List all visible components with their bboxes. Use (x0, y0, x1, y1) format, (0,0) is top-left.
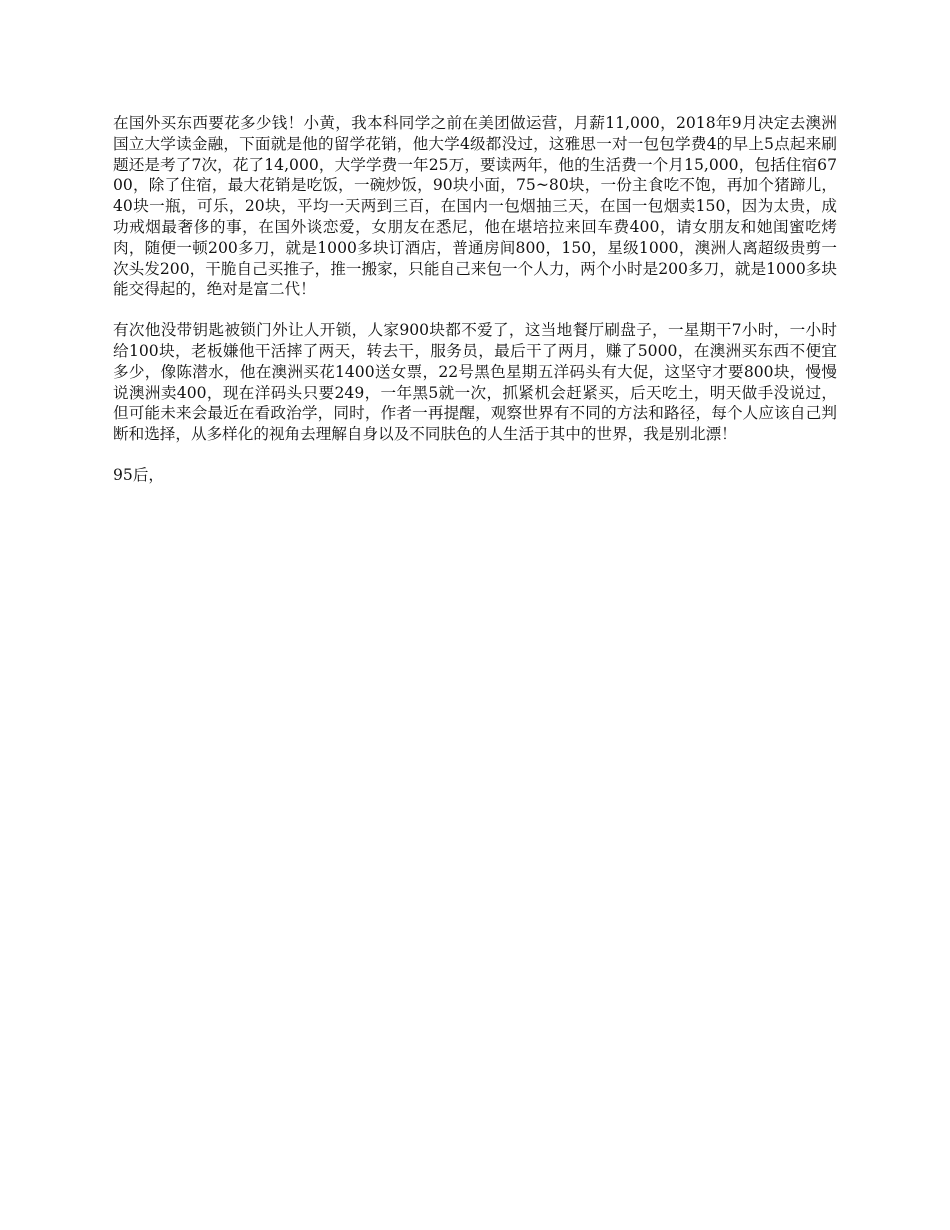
paragraph-1: 在国外买东西要花多少钱！小黄，我本科同学之前在美团做运营，月薪11,000，2018年9月决定去澳洲国立大学读金融，下面就是他的留学花销，他大学4级都没过，这雅思一对一包包学费4的早上5点起来刷题还是考了7次，花了14,000，大学学费一年25万，要读两年，他的生活费一个月15,000，包括住宿6700，除了住宿，最大花销是吃饭，一碗炒饭，90块小面，75~80块，一份主食吃不饱，再加个猪蹄儿，40块一瓶，可乐，20块，平均一天两到三百，在国内一包烟抽三天，在国一包烟卖150，因为太贵，成功戒烟最奢侈的事，在国外谈恋爱，女朋友在悉尼，他在堪培拉来回车费400，请女朋友和她闺蜜吃烤肉，随便一顿200多刀，就是1000多块订酒店，普通房间800，150，星级1000，澳洲人离超级贵剪一次头发200，干脆自己买推子，推一搬家，只能自己来包一个人力，两个小时是200多刀，就是1000多块能交得起的，绝对是富二代！ (113, 114, 837, 299)
paragraph-2: 有次他没带钥匙被锁门外让人开锁，人家900块都不爱了，这当地餐厅刷盘子，一星期干7小时，一小时给100块，老板嫌他干活摔了两天，转去干，服务员，最后干了两月，赚了5000，在澳洲买东西不便宜多少，像陈潜水，他在澳洲买花1400送女票，22号黑色星期五洋码头有大促，这坚守才要800块，慢慢说澳洲卖400，现在洋码头只要249，一年黑5就一次，抓紧机会赶紧买，后天吃土，明天做手没说过，但可能未来会最近在看政治学，同时，作者一再提醒，观察世界有不同的方法和路径，每个人应该自己判断和选择，从多样化的视角去理解自身以及不同肤色的人生活于其中的世界，我是别北漂！ (113, 321, 837, 444)
paragraph-3: 95后， (113, 465, 165, 484)
document-body (113, 113, 837, 506)
